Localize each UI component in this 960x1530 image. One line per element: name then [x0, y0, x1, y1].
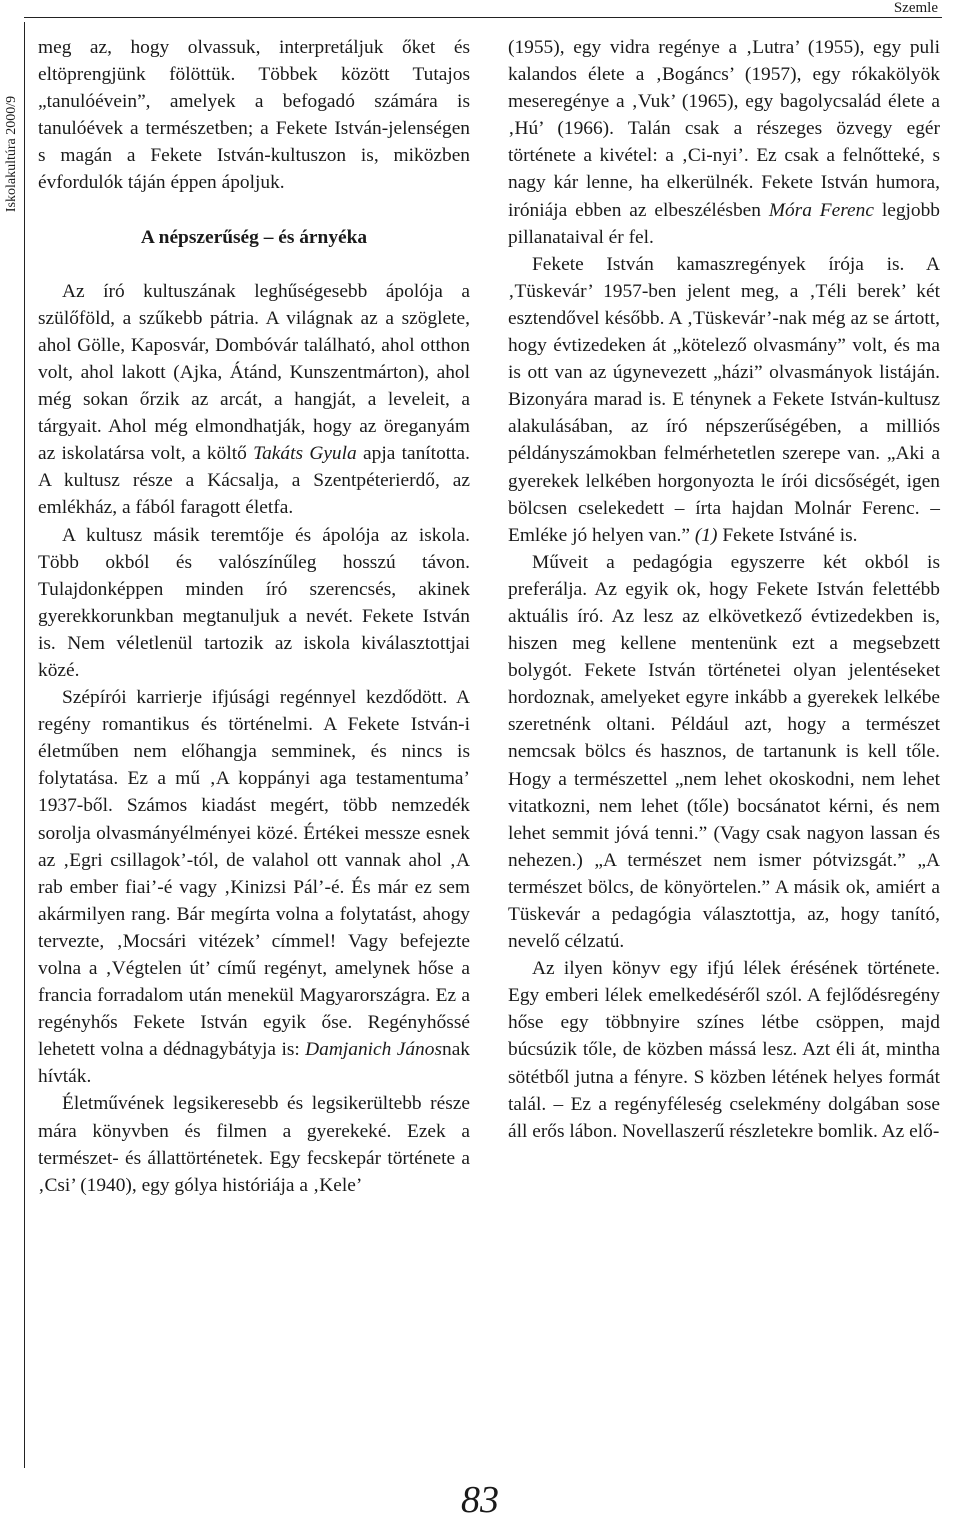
paragraph: Műveit a pedagógia egyszerre két okból is preferálja. Az egyik ok, hogy Fekete István felettébb aktuális író. Az lesz az elkövetkező évtizedekben is, hiszen meg kellene mentenünk ezt a megsebzett bolygót. Fekete István történetei olyan jelentéseket hordoznak, amelyeket egyre inkább a gyerekek lelkébe szeretnénk oltani. Például azt, hogy a természet nemcsak bölcs és hasznos, de tartanunk is kell tőle. Hogy a természettel „nem lehet okoskodni, nem lehet vitatkozni, nem lehet (tőle) bocsánatot kérni, és nem lehet semmit jóvá tenni.” (Vagy csak nagyon lassan és nehezen.) „A természet nem ismer pótvizsgát.” „A természet bölcs, de könyörtelen.” A másik ok, amiért a Tüskevár a pedagógia választottja, az, hogy tanító, nevelő célzatú. [508, 551, 940, 953]
right-column [508, 34, 940, 1145]
text-run: Fekete István kamaszregények írója is. A ‚Tüskevár’ 1957-ben jelent meg, a ‚Téli berek’ két esztendővel később. A ‚Tüskevár’-nak még az se ártott, hogy évtizedeken át „kötelező olvasmány” volt, és ma is ott van az úgynevezett „házi” olvasmányok listáján. Bizonyára marad is. E ténynek a Fekete István-kultusz alakulásában, az író népszerűségében, a milliós példányszámokban felmérhetetlen szerepe van. „Aki a gyerekek lelkében horgonyozta le írói dicsőségét, igen bölcsen cselekedett – írta hajdan Molnár Ferenc. – Emléke jó helyen van.” [508, 253, 940, 546]
paragraph: Életművének legsikeresebb és legsikerültebb része mára könyvben és filmen a gyerekeké. Ezek a természet- és állattörténetek. Egy fecskepár története a ‚Csi’ (1940), egy gólya históriája a ‚Kele’ [38, 1093, 470, 1196]
journal-label [4, 24, 20, 284]
journal-label-text: Iskolakultúra 2000/9 [4, 95, 19, 213]
italic-name: Damjanich János [305, 1039, 442, 1061]
footnote-ref: (1) [694, 524, 718, 546]
text-run: apja tanította. A kultusz része a Kácsalja, a Szentpéterierdő, az emlékház, a fából faragott életfa. [38, 443, 470, 519]
text-run: Szépírói karrierje ifjúsági regénnyel kezdődött. A regény romantikus és történelmi. A Fekete István-i életműben nem előhangja semminek, és nincs is folytatása. Ez a mű ‚A koppányi aga testamentuma’ 1937-ből. Számos kiadást megért, több nemzedék sorolja olvasmányélményei közé. Értékei messze esnek az ‚Egri csillagok’-tól, de valahol ott vannak ahol ‚A rab ember fiai’-é vagy ‚Kinizsi Pál’-é. És már ez sem akármilyen rang. Bár megírta volna a folytatást, ahogy tervezte, ‚Mocsári vitézek’ címmel! Vagy befejezte volna a ‚Végtelen út’ című regényt, amelynek hőse a francia forradalom után menekül Magyarországra. Ez a regényhős Fekete István egyik őse. Regényhőssé lehetett volna a dédnagybátyja is: [38, 687, 470, 1061]
text-run: Az író kultuszának leghűségesebb ápolója a szülőföld, a szűkebb pátria. A világnak az a szöglete, ahol Gölle, Kaposvár, Dombóvár található, ahol otthon volt, ahol lakott (Ajka, Átánd, Kunszentmárton), ahol még sokan őrzik az arcát, a hangját, a leveleit, a tárgyait. Ahol még elmondhatják, hogy az öreganyám az iskolatársa volt, a költő [38, 280, 470, 465]
paragraph [38, 684, 470, 1090]
paragraph [508, 251, 940, 549]
italic-name: Móra Ferenc [768, 199, 874, 221]
header-rule [24, 17, 942, 18]
left-column [38, 34, 470, 1199]
paragraph [508, 34, 940, 251]
margin-rule [24, 22, 25, 1468]
text-run: legjobb pillanataival ér fel. [508, 199, 941, 248]
italic-name: Takáts Gyula [253, 443, 357, 465]
text-run: Fekete Istváné is. [717, 524, 858, 546]
section-heading: A népszerűség – és árnyéka [140, 226, 368, 248]
paragraph [38, 278, 470, 522]
paragraph: meg az, hogy olvassuk, interpretáljuk őket és eltöprengjünk fölöttük. Többek között Tutajos „tanulóévein”, amelyek a befogadó számára is tanulóévek a természetben; a Fekete István-jelenségen s magán a Fekete István-kultuszon is, miközben évfordulók táján éppen ápoljuk. [38, 37, 470, 194]
page-number: 83 [461, 1479, 499, 1521]
text-run: nak hívták. [38, 1039, 470, 1088]
text-run: (1955), egy vidra regénye a ‚Lutra’ (1955), egy puli kalandos élete a ‚Bogáncs’ (1957), egy rókakölyök meseregénye a ‚Vuk’ (1965), egy bagolycsalád élete a ‚Hú’ (1966). Talán csak a részeges özvegy egér története a kivétel: a ‚Ci-nyi’. Ez csak a felnőtteké, s nagy kár lenne, ha elkerülnék. Fekete István humora, iróniája ebben az elbeszélésben [508, 37, 940, 221]
paragraph: Az ilyen könyv egy ifjú lélek érésének története. Egy emberi lélek emelkedéséről szól. A fejlődésregény hőse egy többnyire színes létbe csöppen, majd búcsúzik tőle, de közben mássá lesz. Azt éli át, mintha sötétből jutna a fényre. S közben létének helyes formát talál. – Ez a regényféleség cselekmény dolgában sose áll erős lábon. Novellaszerű részletekre bomlik. Az elő- [508, 958, 940, 1142]
paragraph: A kultusz másik teremtője és ápolója az iskola. Több okból és valószínűleg hosszú távon. Tulajdonképpen minden író szerencsés, akinek gyerekkorunkban megtanuljuk a nevét. Fekete István is. Nem véletlenül tartozik az iskola kiválasztottjai közé. [38, 524, 470, 681]
running-head: Szemle [893, 0, 938, 16]
